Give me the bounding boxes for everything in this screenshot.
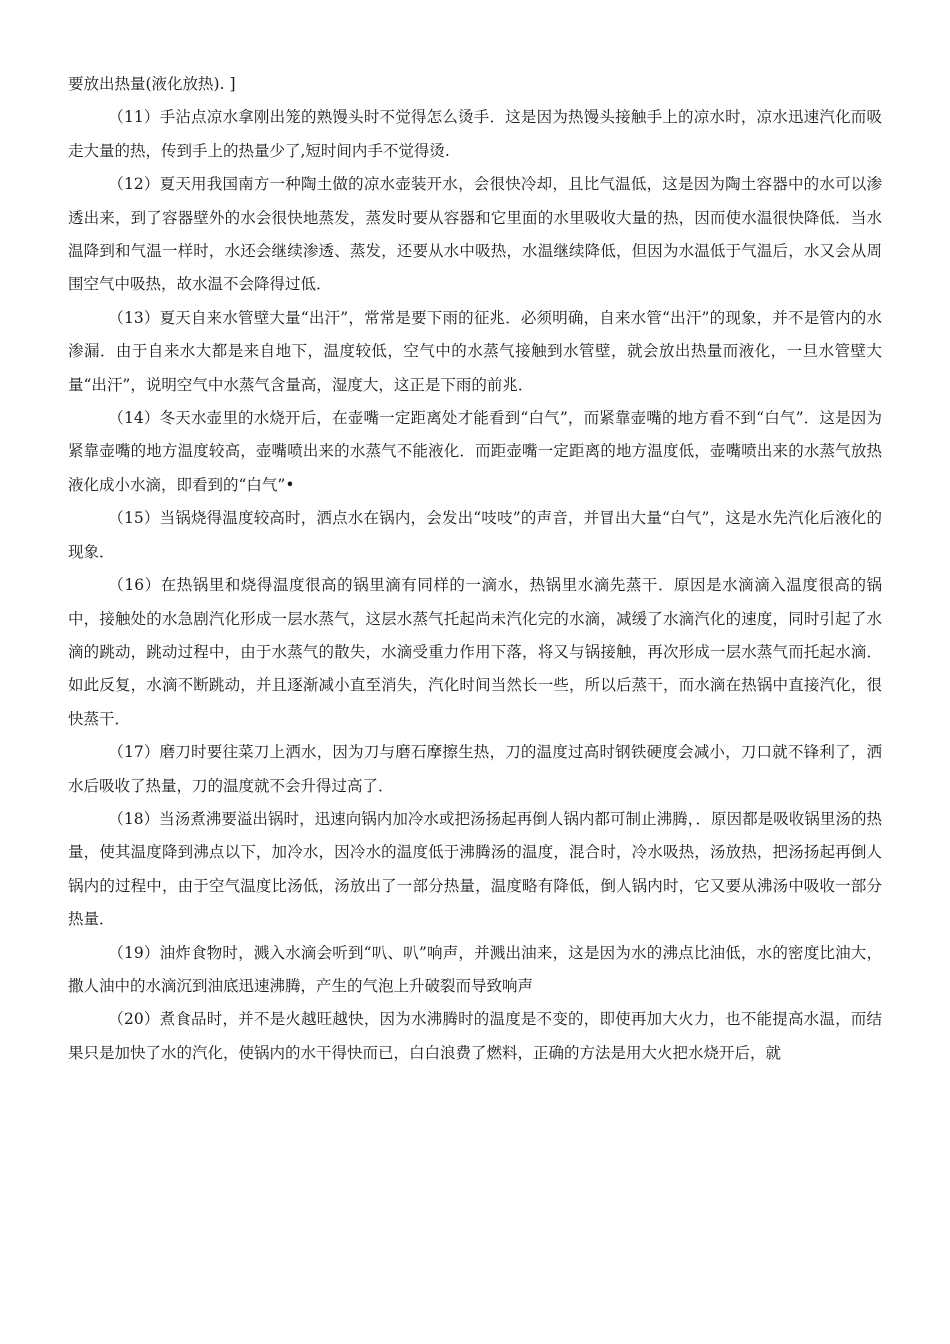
paragraph-15: （15）当锅烧得温度较高时，洒点水在锅内，会发出“吱吱”的声音，并冒出大量“白气”，这是水先汽化后液化的现象． xyxy=(68,509,882,561)
paragraph-20: （20）煮食品时，并不是火越旺越快，因为水沸腾时的温度是不变的，即使再加大火力，也不能提高水温，而结果只是加快了水的汽化，使锅内的水干得快而已，白白浪费了燃料，正确的方法是用大火把水烧开后，就 xyxy=(68,1010,882,1062)
paragraph-12: （12）夏天用我国南方一种陶土做的凉水壶装开水，会很快冷却，且比气温低，这是因为陶土容器中的水可以渗透出来，到了容器壁外的水会很快地蒸发，蒸发时要从容器和它里面的水里吸收大量的热，因而使水温很快降低．当水温降到和气温一样时，水还会继续渗透、蒸发，还要从水中吸热，水温继续降低，但因为水温低于气温后，水又会从周围空气中吸热，故水温不会降得过低． xyxy=(68,175,882,294)
paragraph-11: （11）手沾点凉水拿刚出笼的熟馒头时不觉得怎么烫手．这是因为热馒头接触手上的凉水时，凉水迅速汽化而吸走大量的热，传到手上的热量少了,短时间内手不觉得烫. xyxy=(68,108,882,160)
paragraph-14: （14）冬天水壶里的水烧开后，在壶嘴一定距离处才能看到“白气”，而紧靠壶嘴的地方看不到“白气”．这是因为紧靠壶嘴的地方温度较高，壶嘴喷出来的水蒸气不能液化．而距壶嘴一定距离的地方温度低，壶嘴喷出来的水蒸气放热液化成小水滴，即看到的“白气”• xyxy=(68,409,882,494)
paragraph-17: （17）磨刀时要往菜刀上洒水，因为刀与磨石摩擦生热，刀的温度过高时钢铁硬度会减小，刀口就不锋利了，洒水后吸收了热量，刀的温度就不会升得过高了． xyxy=(68,743,882,795)
paragraph-16: （16）在热锅里和烧得温度很高的锅里滴有同样的一滴水，热锅里水滴先蒸干．原因是水滴滴入温度很高的锅中，接触处的水急剧汽化形成一层水蒸气，这层水蒸气托起尚未汽化完的水滴，减缓了水滴汽化的速度，同时引起了水滴的跳动，跳动过程中，由于水蒸气的散失，水滴受重力作用下落，将又与锅接触，再次形成一层水蒸气而托起水滴．如此反复，水滴不断跳动，并且逐渐减小直至消失，汽化时间当然长一些，所以后蒸干，而水滴在热锅中直接汽化，很快蒸干． xyxy=(68,576,882,728)
paragraph-18: （18）当汤煮沸要溢出锅时，迅速向锅内加冷水或把汤扬起再倒人锅内都可制止沸腾，．原因都是吸收锅里汤的热量，使其温度降到沸点以下，加冷水，因冷水的温度低于沸腾汤的温度，混合时，冷水吸热，汤放热，把汤扬起再倒人锅内的过程中，由于空气温度比汤低，汤放出了一部分热量，温度略有降低，倒人锅内时，它又要从沸汤中吸收一部分热量． xyxy=(68,809,882,929)
paragraph-19: （19）油炸食物时，溅入水滴会听到“叭、叭”响声，并溅出油来，这是因为水的沸点比油低，水的密度比油大，撒人油中的水滴沉到油底迅速沸腾，产生的气泡上升破裂而导致响声 xyxy=(68,943,882,995)
paragraph-intro: 要放出热量(液化放热). ] xyxy=(68,75,236,93)
paragraph-13: （13）夏天自来水管壁大量“出汗”，常常是要下雨的征兆．必须明确，自来水管“出汗”的现象，并不是管内的水渗漏．由于自来水大都是来自地下，温度较低，空气中的水蒸气接触到水管壁，就会放出热量而液化，一旦水管壁大量“出汗”，说明空气中水蒸气含量高，湿度大，这正是下雨的前兆． xyxy=(68,308,882,394)
document-body xyxy=(68,68,882,1070)
